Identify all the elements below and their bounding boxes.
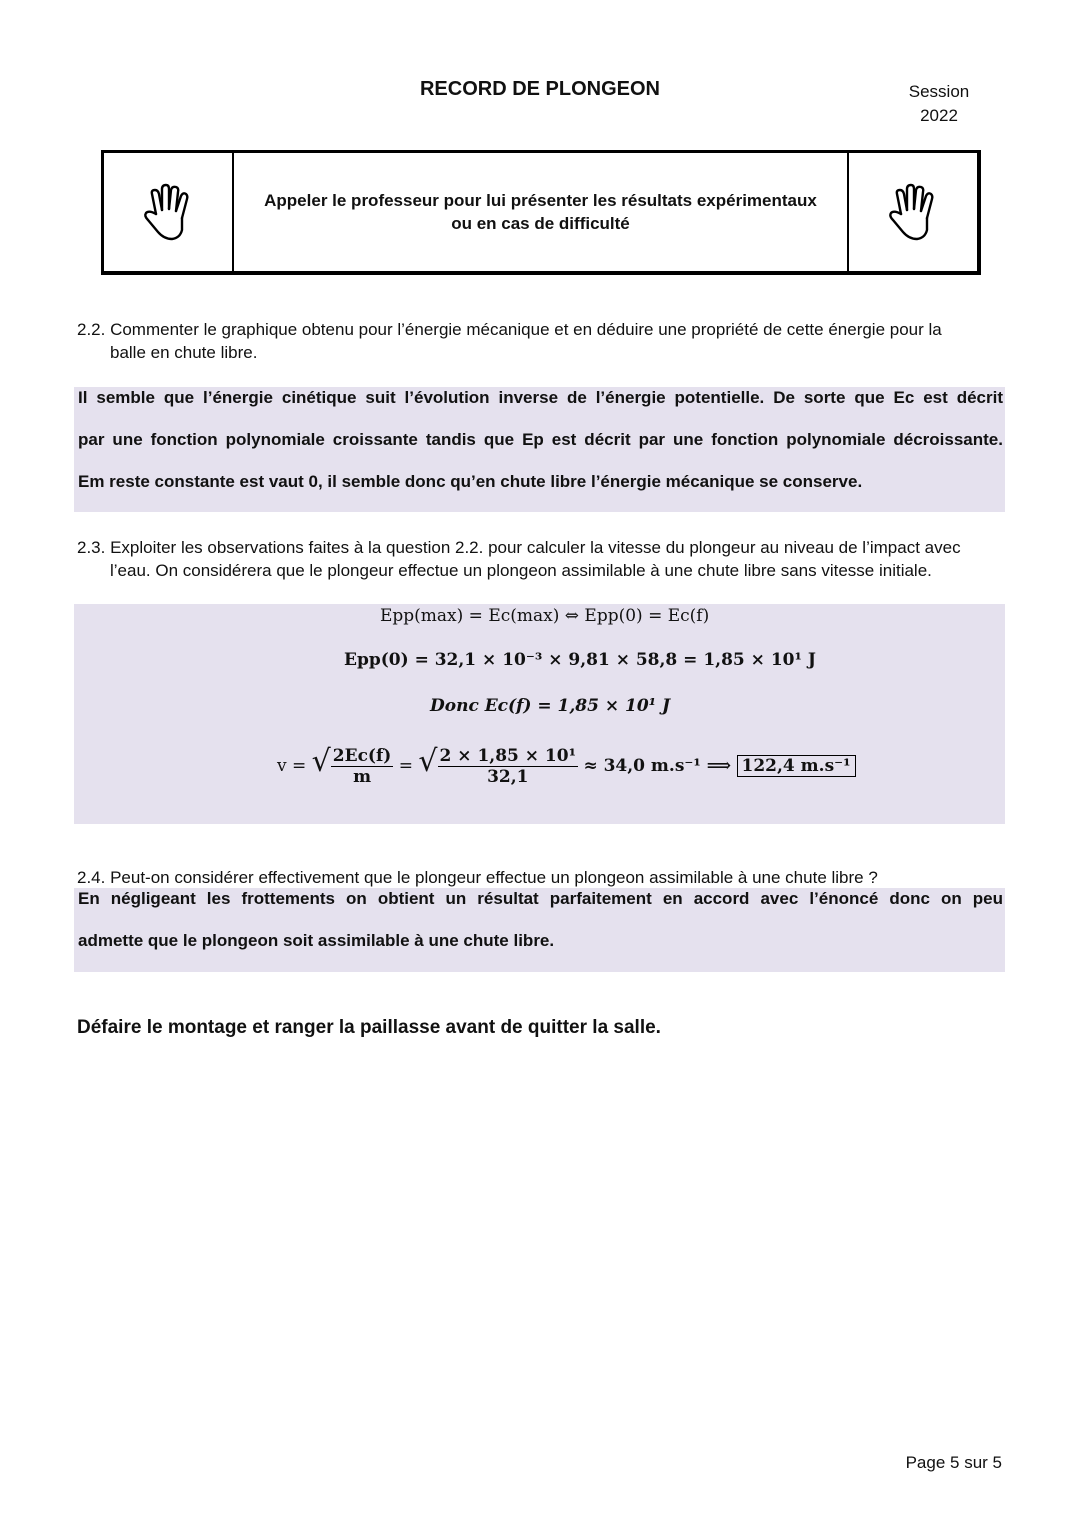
- question-2-3-line2: l’eau. On considérera que le plongeur effectue un plongeon assimilable à une chute libre sans vitesse initiale.: [110, 561, 932, 580]
- formula-ec-result: Donc Ec(f) = 1,85 × 10¹ J: [430, 696, 671, 716]
- page-number: Page 5 sur 5: [905, 1453, 1002, 1472]
- call-teacher-box: [101, 150, 981, 275]
- hand-cell-left: [104, 153, 234, 271]
- final-instruction: Défaire le montage et ranger la paillasse avant de quitter la salle.: [77, 1017, 661, 1038]
- answer-2-2-line1: Il semble que l’énergie cinétique suit l’évolution inverse de l’énergie potentielle. De sorte que Ec est décrit: [78, 388, 1003, 407]
- answer-2-2-text: [78, 377, 1003, 503]
- velocity-frac1-denominator: m: [353, 767, 372, 787]
- call-message-line2: ou en cas de difficulté: [451, 214, 630, 233]
- page-title: RECORD DE PLONGEON: [419, 78, 661, 100]
- question-2-4-line1: 2.4. Peut-on considérer effectivement que le plongeur effectue un plongeon assimilable à une chute libre ?: [77, 868, 878, 887]
- velocity-fraction-2: [438, 746, 579, 787]
- answer-2-4-line1: En négligeant les frottements on obtient un résultat parfaitement en accord avec l’énoncé donc on peu: [78, 889, 1003, 908]
- answer-2-4-text: [78, 878, 1003, 962]
- answer-2-2-line3: Em reste constante est vaut 0, il semble donc qu’en chute libre l’énergie mécanique se conserve.: [78, 472, 863, 491]
- call-message-line1: Appeler le professeur pour lui présenter les résultats expérimentaux: [264, 191, 817, 210]
- question-2-3-line1: 2.3. Exploiter les observations faites à la question 2.2. pour calculer la vitesse du plongeur au niveau de l’impact avec: [77, 538, 961, 557]
- velocity-frac1-numerator: 2Ec(f): [332, 746, 392, 766]
- answer-2-4-line2: admette que le plongeon soit assimilable à une chute libre.: [78, 931, 555, 950]
- equals-sign: =: [398, 756, 413, 776]
- answer-2-4: [74, 888, 1005, 972]
- velocity-fraction-1: [331, 746, 394, 787]
- velocity-final-result: 122,4 m.s⁻¹: [737, 755, 856, 777]
- raised-hand-icon: [881, 180, 945, 244]
- question-2-2-line2: balle en chute libre.: [110, 343, 258, 362]
- hand-cell-right: [847, 153, 977, 271]
- question-2-3: [77, 536, 1007, 582]
- velocity-frac2-numerator: 2 × 1,85 × 10¹: [439, 746, 577, 766]
- formula-energy-equality: Epp(max) = Ec(max) ⇔ Epp(0) = Ec(f): [380, 606, 710, 626]
- session-year: 2022: [920, 106, 958, 125]
- velocity-lhs: v =: [277, 756, 307, 776]
- answer-2-2: [74, 387, 1005, 512]
- answer-2-2-line2: par une fonction polynomiale croissante tandis que Ep est décrit par une fonction polynomiale décroissante.: [78, 430, 1003, 449]
- question-2-2: [77, 318, 1007, 364]
- sqrt-symbol-1: √: [311, 744, 331, 779]
- velocity-approx: ≈ 34,0 m.s⁻¹ ⟹: [583, 756, 732, 776]
- answer-2-3: [74, 604, 1005, 824]
- sqrt-symbol-2: √: [418, 744, 438, 779]
- session-label: [880, 80, 998, 128]
- session-word: Session: [908, 82, 970, 101]
- call-message: [234, 153, 847, 271]
- formula-epp-calculation: Epp(0) = 32,1 × 10⁻³ × 9,81 × 58,8 = 1,85 × 10¹ J: [344, 650, 816, 670]
- question-2-2-line1: 2.2. Commenter le graphique obtenu pour l’énergie mécanique et en déduire une propriété de cette énergie pour la: [77, 320, 942, 339]
- formula-velocity: [277, 744, 856, 787]
- velocity-frac2-denominator: 32,1: [487, 767, 529, 787]
- raised-hand-icon: [136, 180, 200, 244]
